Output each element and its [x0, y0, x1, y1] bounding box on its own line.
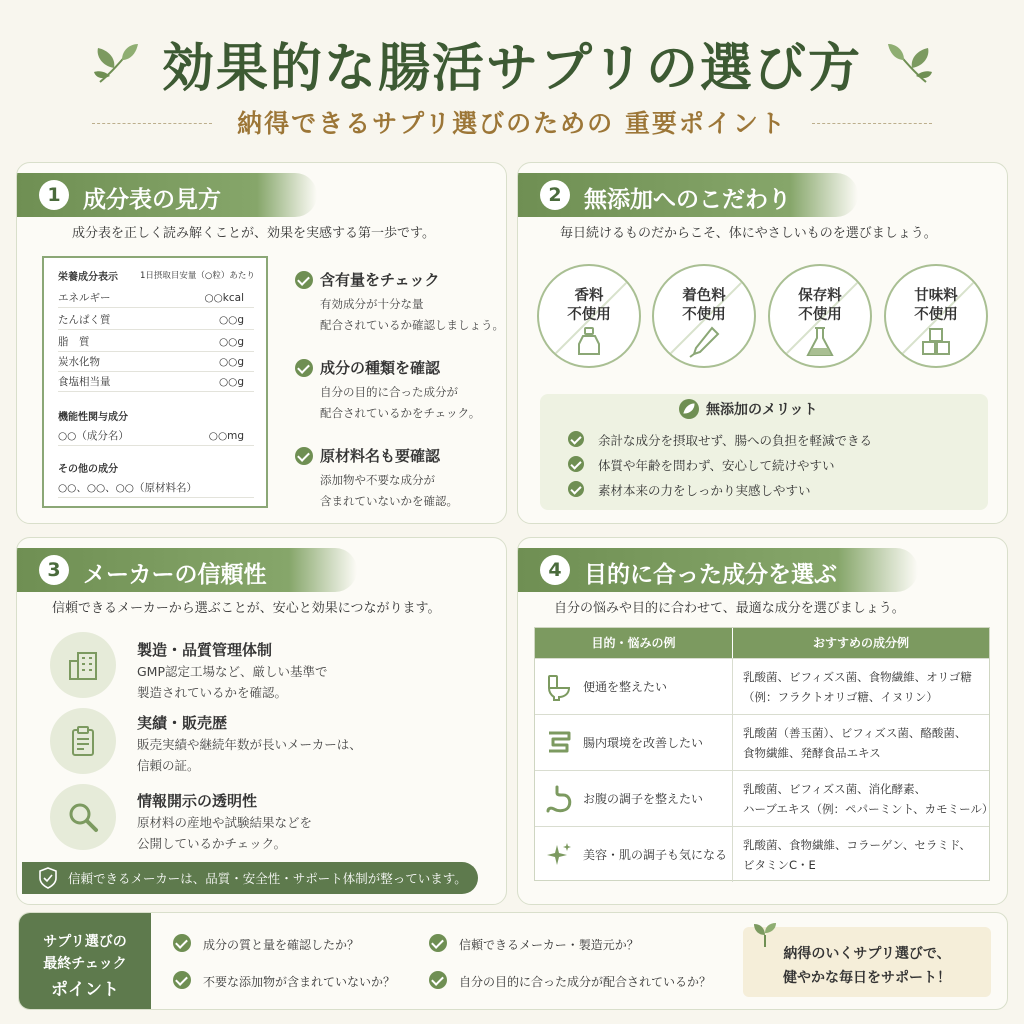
section-lead: 毎日続けるものだからこそ、体にやさしいものを選びましょう。 — [560, 226, 937, 241]
sparkle-icon — [545, 841, 573, 869]
trust-note: 信頼できるメーカーは、品質・安全性・サポート体制が整っています。 — [68, 871, 467, 886]
item-desc: 原材料の産地や試験結果などを 公開しているかチェック。 — [137, 815, 313, 851]
section-number: 4 — [540, 555, 570, 585]
table-header: おすすめの成分例 — [733, 628, 989, 658]
table-row: エネルギー ○○kcal — [58, 288, 254, 308]
table-row: 便通を整えたい 乳酸菌、ビフィズス菌、食物繊維、オリゴ糖 （例：フラクトオリゴ糖、イヌリン） — [535, 658, 989, 714]
final-check-panel — [18, 912, 1008, 1010]
no-coloring-badge: 着色料 不使用 — [652, 264, 756, 368]
point-desc: 自分の目的に合った成分が 配合されているかをチェック。 — [320, 385, 481, 420]
functional-title: 機能性関与成分 — [58, 412, 128, 423]
table-row: 脂 質 ○○g — [58, 332, 254, 352]
goal-message-box — [743, 927, 991, 997]
merit-item: 体質や年齢を問わず、安心して続けやすい — [598, 458, 835, 473]
divider — [812, 123, 932, 124]
point-title: 成分の種類を確認 — [320, 359, 441, 377]
factory-badge — [50, 632, 116, 698]
item-title: 情報開示の透明性 — [137, 792, 258, 810]
leaf-icon — [678, 398, 700, 420]
record-badge — [50, 708, 116, 774]
page-subtitle: 納得できるサプリ選びのための 重要ポイント — [237, 109, 787, 138]
toilet-icon — [545, 673, 573, 701]
item-desc: GMP認定工場など、厳しい基準で 製造されているかを確認。 — [137, 664, 328, 700]
check-icon — [568, 431, 584, 447]
point-desc: 有効成分が十分な量 配合されているか確認しましょう。 — [320, 297, 504, 332]
item-title: 実績・販売歴 — [137, 714, 228, 732]
magnifier-icon — [67, 801, 99, 833]
table-row: 炭水化物 ○○g — [58, 352, 254, 372]
nutrition-unit: 1日摂取目安量（○粒）あたり — [140, 271, 255, 281]
item-desc: 販売実績や継続年数が長いメーカーは、 信頼の証。 — [137, 737, 362, 773]
section-lead: 自分の悩みや目的に合わせて、最適な成分を選びましょう。 — [554, 601, 905, 616]
check-icon — [173, 934, 191, 952]
shield-icon — [38, 867, 58, 889]
goal-message: 健やかな毎日をサポート！ — [783, 970, 951, 986]
point-title: 原材料名も要確認 — [320, 447, 441, 465]
stomach-icon — [545, 785, 573, 813]
merit-box — [540, 394, 988, 510]
purpose-table — [534, 627, 994, 881]
section-title: 成分表の見方 — [83, 187, 221, 213]
no-fragrance-badge: 香料 不使用 — [537, 264, 641, 368]
check-icon — [568, 456, 584, 472]
final-check-item: 信頼できるメーカー・製造元か？ — [459, 938, 639, 952]
point-desc: 添加物や不要な成分が 含まれていないかを確認。 — [320, 473, 458, 508]
section-title: メーカーの信頼性 — [83, 562, 267, 588]
check-icon — [295, 271, 313, 289]
section-title: 無添加へのこだわり — [584, 187, 791, 213]
item-title: 製造・品質管理体制 — [137, 641, 273, 659]
final-check-item: 成分の質と量を確認したか？ — [203, 938, 360, 952]
section-number: 3 — [39, 555, 69, 585]
section-header — [518, 173, 858, 217]
table-row: 美容・肌の調子も気になる 乳酸菌、食物繊維、コラーゲン、セラミド、 ビタミンC・E — [535, 826, 989, 882]
flask-icon — [804, 326, 836, 358]
no-sweetener-badge: 甘味料 不使用 — [884, 264, 988, 368]
table-row: 食塩相当量 ○○g — [58, 372, 254, 392]
check-icon — [429, 934, 447, 952]
clipboard-icon — [67, 725, 99, 757]
point-title: 含有量をチェック — [320, 271, 440, 289]
final-check-label: サプリ選びの 最終チェック ポイント — [19, 913, 151, 1010]
merit-item: 素材本来の力をしっかり実感しやすい — [598, 483, 811, 498]
leaf-icon — [884, 42, 934, 86]
table-row: ○○（成分名） ○○mg — [58, 426, 254, 446]
intestine-icon — [545, 729, 573, 757]
other-title: その他の成分 — [58, 464, 118, 475]
table-header: 目的・悩みの例 — [535, 628, 733, 658]
final-check-item: 自分の目的に合った成分が配合されているか？ — [459, 975, 712, 989]
check-icon — [295, 447, 313, 465]
factory-icon — [67, 649, 99, 681]
section-header — [518, 548, 918, 592]
check-icon — [295, 359, 313, 377]
table-row: 腸内環境を改善したい 乳酸菌（善玉菌）、ビフィズス菌、酪酸菌、 食物繊維、発酵食品エキス — [535, 714, 989, 770]
section-number: 2 — [540, 180, 570, 210]
section-header — [17, 548, 357, 592]
final-check-item: 不要な添加物が含まれていないか？ — [203, 975, 396, 989]
check-icon — [568, 481, 584, 497]
dropper-icon — [688, 326, 720, 358]
table-row: たんぱく質 ○○g — [58, 310, 254, 330]
check-icon — [173, 971, 191, 989]
table-row: ○○、○○、○○（原材料名） — [58, 478, 254, 498]
merit-title: 無添加のメリット — [706, 402, 818, 418]
section-lead: 成分表を正しく読み解くことが、効果を実感する第一歩です。 — [72, 226, 435, 241]
table-row: お腹の調子を整えたい 乳酸菌、ビフィズス菌、消化酵素、 ハーブエキス（例：ペパーミント、カモミール） — [535, 770, 989, 826]
sugar-cubes-icon — [920, 326, 952, 358]
trust-note-bar — [22, 862, 478, 894]
nutrition-title: 栄養成分表示 — [58, 272, 118, 283]
transparency-badge — [50, 784, 116, 850]
perfume-bottle-icon — [573, 326, 605, 358]
section-title: 目的に合った成分を選ぶ — [584, 562, 837, 588]
header — [0, 0, 1024, 150]
section-number: 1 — [39, 180, 69, 210]
no-preservative-badge: 保存料 不使用 — [768, 264, 872, 368]
page-title: 効果的な腸活サプリの選び方 — [162, 38, 862, 99]
section-header — [17, 173, 317, 217]
merit-item: 余計な成分を摂取せず、腸への負担を軽減できる — [598, 433, 873, 448]
goal-message: 納得のいくサプリ選びで、 — [783, 946, 951, 962]
section-lead: 信頼できるメーカーから選ぶことが、安心と効果につながります。 — [52, 601, 441, 616]
check-icon — [429, 971, 447, 989]
nutrition-table — [42, 256, 268, 508]
